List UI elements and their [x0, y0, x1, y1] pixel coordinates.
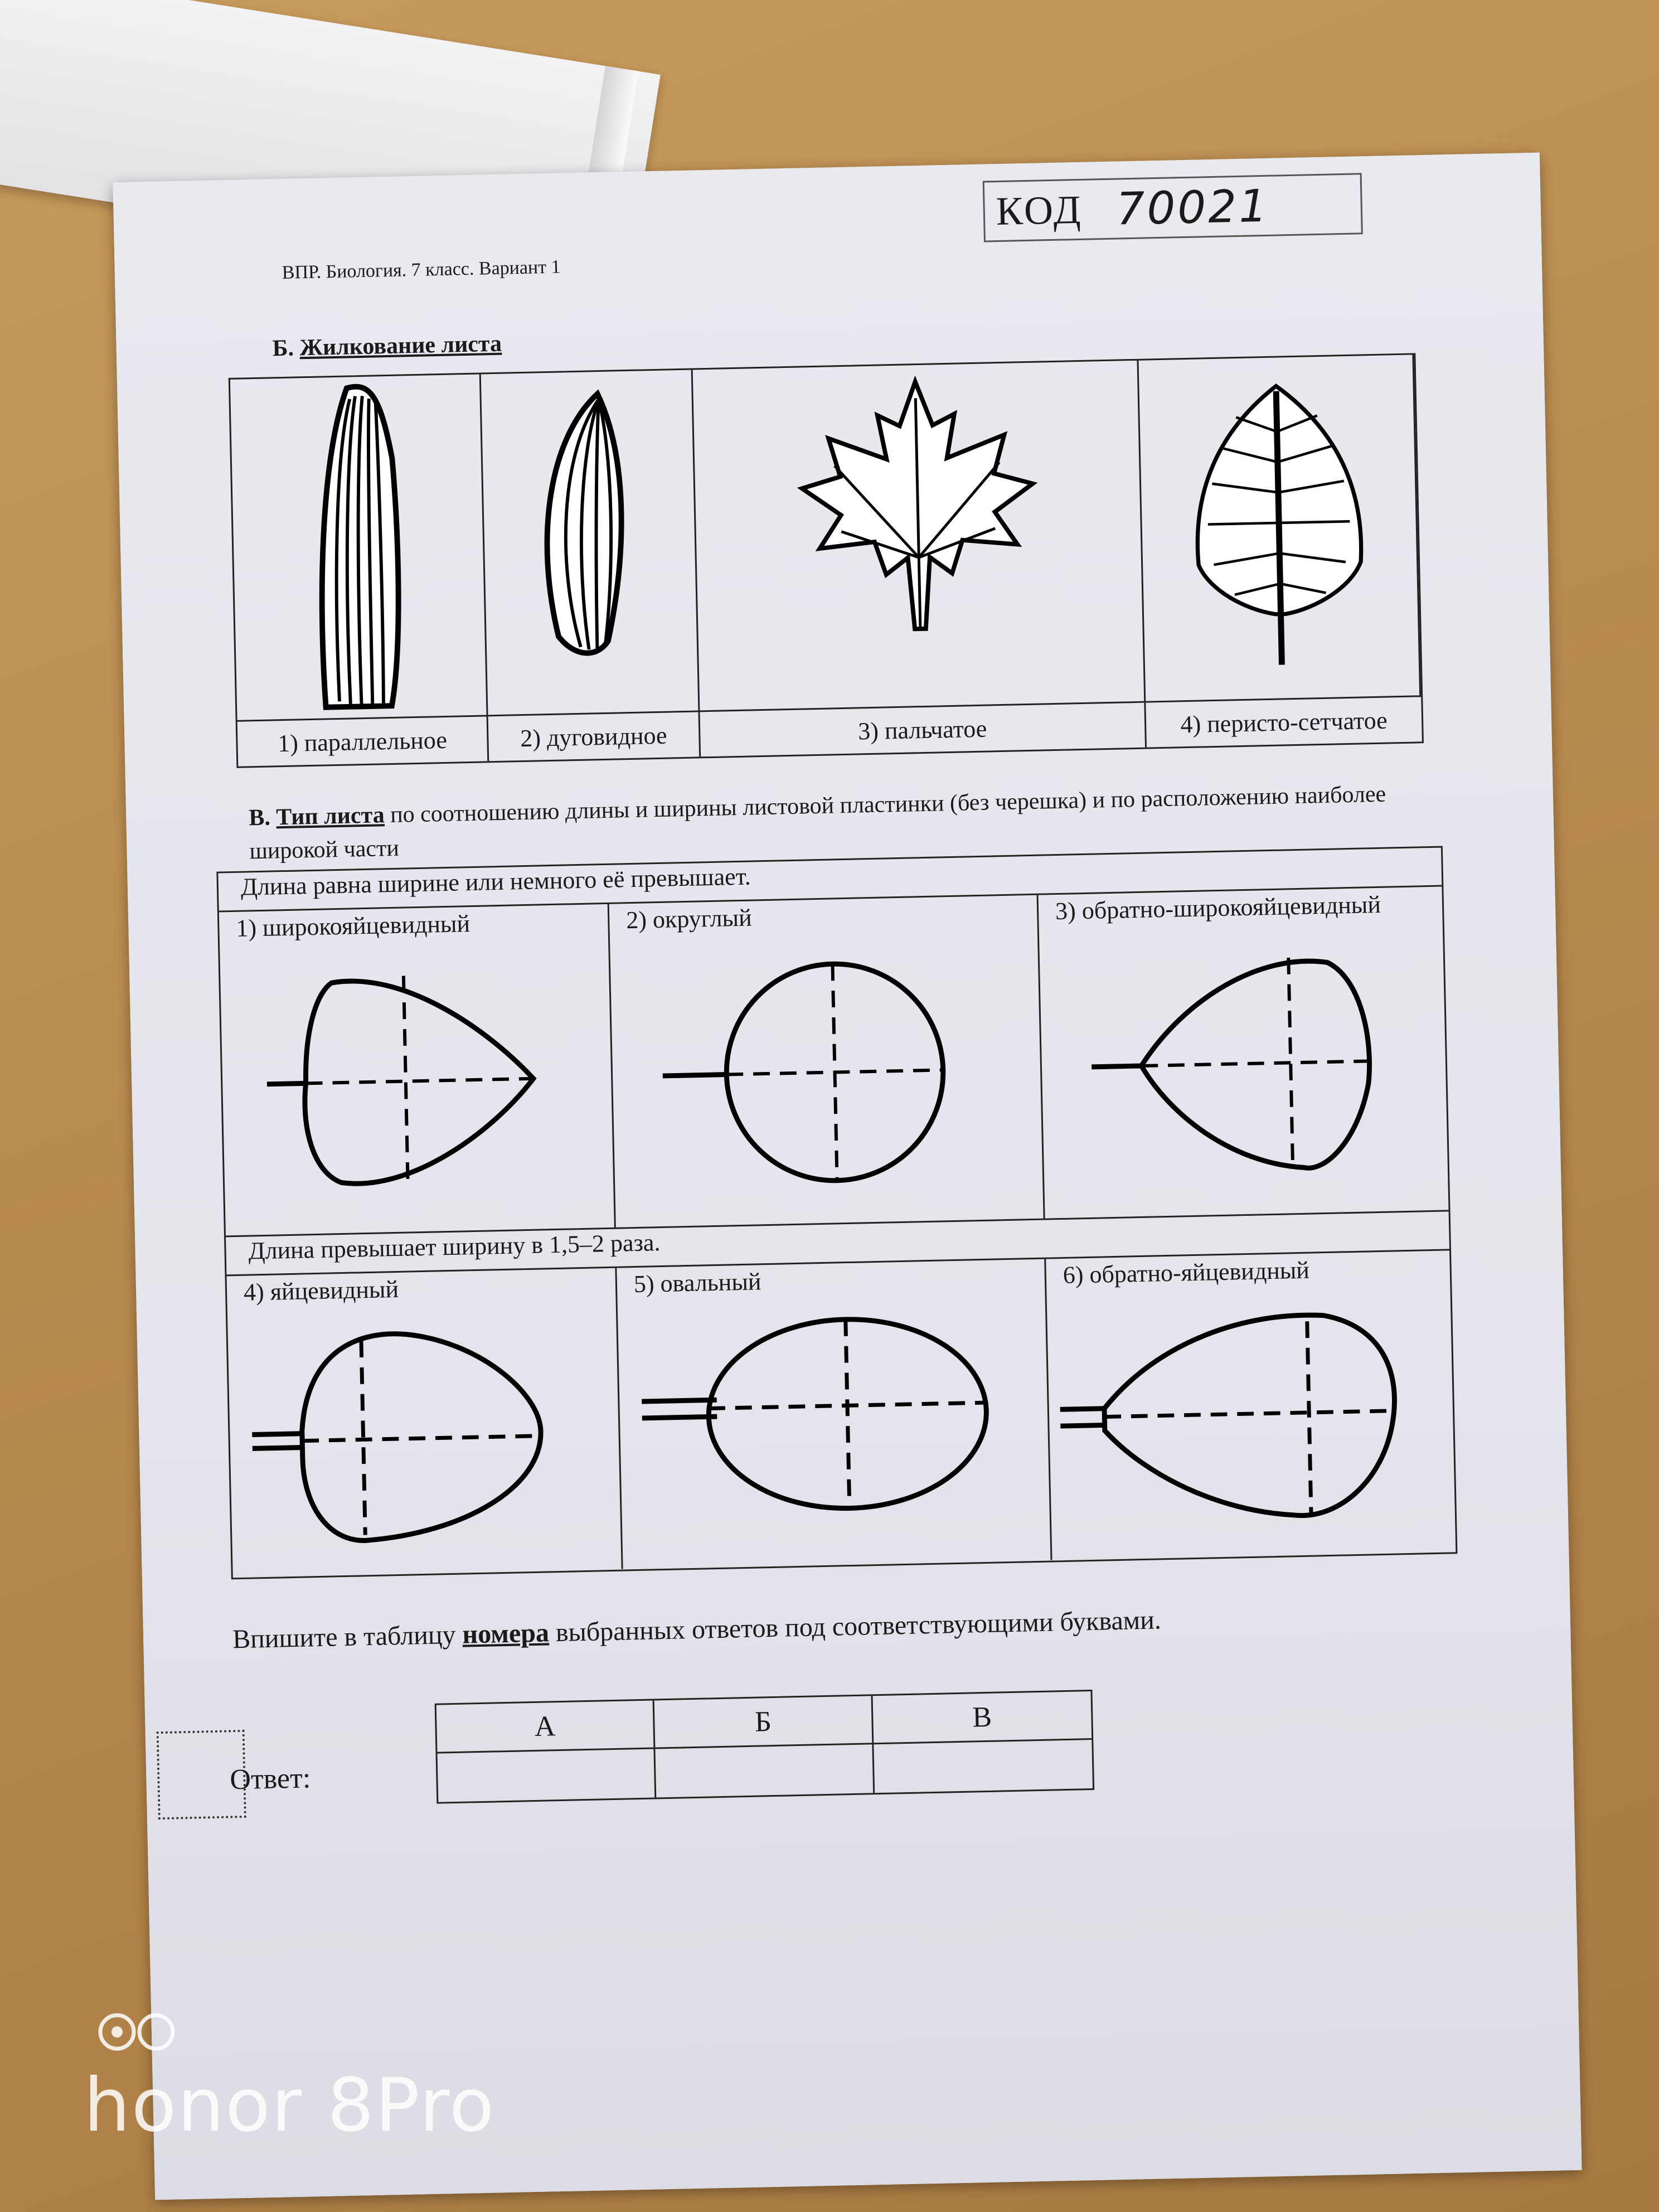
shape-cell-5 [617, 1259, 1052, 1569]
code-label: КОД [995, 187, 1084, 234]
obovate-icon [1047, 1289, 1456, 1554]
leaf-shape-table [216, 846, 1457, 1580]
answer-col-b: Б [654, 1696, 874, 1749]
instruction-post: выбранных ответов под соответствующими буквами. [555, 1605, 1162, 1648]
shape-cell-4 [227, 1268, 623, 1578]
group1-caption: Длина равна ширине или немного её превышает. [218, 848, 1442, 913]
camera-logo-icon [86, 2007, 198, 2063]
oval-icon [618, 1298, 1050, 1564]
page-header: ВПР. Биология. 7 класс. Вариант 1 [282, 256, 561, 283]
instruction-pre: Впишите в таблицу [232, 1619, 457, 1655]
arcuate-leaf-icon [481, 370, 700, 716]
code-box [983, 173, 1363, 242]
shape-cell-1 [219, 904, 616, 1236]
shape-cell-2 [609, 895, 1045, 1228]
shape-label-5: 5) овальный [633, 1268, 761, 1298]
palmate-leaf-icon [693, 361, 1146, 712]
section-b-title [272, 331, 502, 362]
ovate-icon [227, 1307, 621, 1571]
camera-watermark: honor 8Pro [84, 2063, 496, 2148]
answer-table [435, 1690, 1095, 1804]
group2-row [227, 1250, 1456, 1577]
section-v-text: по соотношению длины и ширины листовой пластинки (без черешка) и по расположению наиболее широкой части [249, 781, 1386, 865]
parallel-leaf-icon [230, 374, 488, 721]
answer-label: Ответ: [229, 1762, 311, 1796]
venation-label-1: 1) параллельное [237, 716, 489, 766]
venation-label-2: 2) дуговидное [488, 712, 701, 761]
instruction-bold: номера [462, 1618, 550, 1650]
group1-row [219, 887, 1449, 1238]
answer-cell-b[interactable] [656, 1744, 875, 1797]
answer-instruction [232, 1604, 1162, 1655]
shape-label-3: 3) обратно-широкояйцевидный [1055, 890, 1381, 925]
shape-label-6: 6) обратно-яйцевидный [1063, 1256, 1310, 1289]
section-b-heading: Жилкование листа [299, 331, 502, 361]
code-value: 70021 [1115, 180, 1270, 235]
broad-ovate-icon [220, 943, 614, 1230]
answer-col-a: А [436, 1700, 656, 1753]
shape-cell-6 [1046, 1250, 1456, 1560]
obovate-broad-icon [1039, 926, 1448, 1213]
section-v-heading: Тип листа [275, 802, 385, 831]
venation-label-3: 3) пальчатое [700, 703, 1147, 757]
pinnate-leaf-icon [1138, 355, 1421, 702]
venation-label-4: 4) перисто-сетчатое [1180, 706, 1388, 738]
answer-cell-a[interactable] [438, 1749, 657, 1802]
section-v-letter: В. [248, 804, 271, 831]
worksheet-page [113, 153, 1582, 2200]
answer-cell-v[interactable] [874, 1740, 1093, 1793]
shape-cell-3 [1039, 887, 1449, 1219]
round-icon [610, 934, 1043, 1222]
shape-label-1: 1) широкояйцевидный [235, 910, 470, 942]
group2-caption: Длина превышает ширину в 1,5–2 раза. [226, 1211, 1449, 1276]
venation-table [229, 353, 1424, 768]
shape-label-4: 4) яйцевидный [243, 1275, 399, 1306]
section-b-letter: Б. [272, 335, 294, 362]
shape-label-2: 2) округлый [625, 904, 753, 934]
answer-col-v: В [872, 1691, 1092, 1744]
